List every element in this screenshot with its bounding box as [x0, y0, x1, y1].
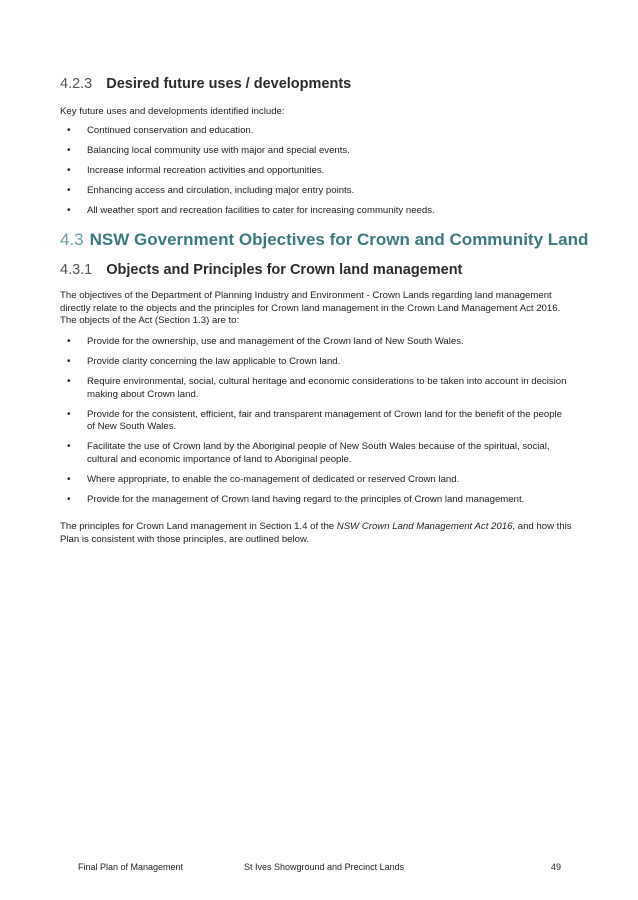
bullet-icon: •: [67, 185, 71, 196]
list-item: • Continued conservation and education.: [67, 125, 254, 136]
list-item: • Provide clarity concerning the law applicable to Crown land.: [67, 356, 341, 367]
bullet-icon: •: [67, 408, 71, 420]
heading-title: Objects and Principles for Crown land management: [106, 262, 463, 278]
list-item: • Provide for the ownership, use and management of the Crown land of New South Wales.: [67, 336, 464, 347]
bullet-icon: •: [67, 205, 71, 216]
heading-title: NSW Government Objectives for Crown and Community Land: [89, 230, 589, 249]
list-item: • Provide for the consistent, efficient, fair and transparent management of Crown land for the benefit of the people of New South Wales.: [67, 408, 562, 432]
bullet-icon: •: [67, 165, 71, 176]
bullet-icon: •: [67, 356, 71, 367]
page-number: 49: [551, 862, 562, 872]
heading-title: Desired future uses / developments: [106, 76, 352, 92]
objects-list: [60, 336, 570, 506]
footer-left: Final Plan of Management: [78, 862, 184, 872]
objectives-paragraph: The objectives of the Department of Planning Industry and Environment - Crown Lands regarding land management directly relate to the objects and the principles for Crown land management in the Crown Land Management Act 2016. The objects of the Act (Section 1.3) are to:: [60, 290, 561, 326]
bullet-icon: •: [67, 336, 71, 347]
list-item: • Provide for the management of Crown land having regard to the principles of Crown land management.: [67, 493, 525, 505]
act-title: NSW Crown Land Management Act 2016: [336, 521, 513, 532]
heading-number: 4.2.3: [60, 76, 93, 92]
heading-4-3-1: [60, 262, 462, 278]
bullet-icon: •: [67, 145, 71, 156]
list-item: • Increase informal recreation activities and opportunities.: [67, 165, 325, 176]
intro-paragraph: Key future uses and developments identified include:: [60, 106, 285, 117]
list-item: • Where appropriate, to enable the co-management of dedicated or reserved Crown land.: [67, 473, 460, 485]
bullet-icon: •: [67, 441, 71, 452]
heading-number: 4.3: [60, 230, 84, 249]
footer-center: St Ives Showground and Precinct Lands: [244, 862, 405, 872]
bullet-icon: •: [67, 376, 71, 387]
heading-4-3: [60, 230, 588, 250]
future-uses-list: [60, 125, 570, 218]
heading-4-2-3: [60, 76, 351, 92]
list-item: • Facilitate the use of Crown land by the Aboriginal people of New South Wales because of the spiritual, social, cultural and economic importance of land to Aboriginal people.: [67, 441, 550, 465]
bullet-icon: •: [67, 493, 71, 505]
list-item: • Require environmental, social, cultural heritage and economic considerations to be taken into account in decision making about Crown land.: [67, 376, 567, 400]
list-item: • Enhancing access and circulation, including major entry points.: [67, 185, 355, 196]
principles-paragraph: The principles for Crown Land management in Section 1.4 of the NSW Crown Land Management Act 2016, and how this Plan is consistent with those principles, are outlined below.: [60, 521, 572, 545]
bullet-icon: •: [67, 473, 71, 485]
heading-number: 4.3.1: [60, 262, 93, 278]
list-item: • All weather sport and recreation facilities to cater for increasing community needs.: [67, 205, 435, 216]
bullet-icon: •: [67, 125, 71, 136]
list-item: • Balancing local community use with major and special events.: [67, 145, 350, 156]
